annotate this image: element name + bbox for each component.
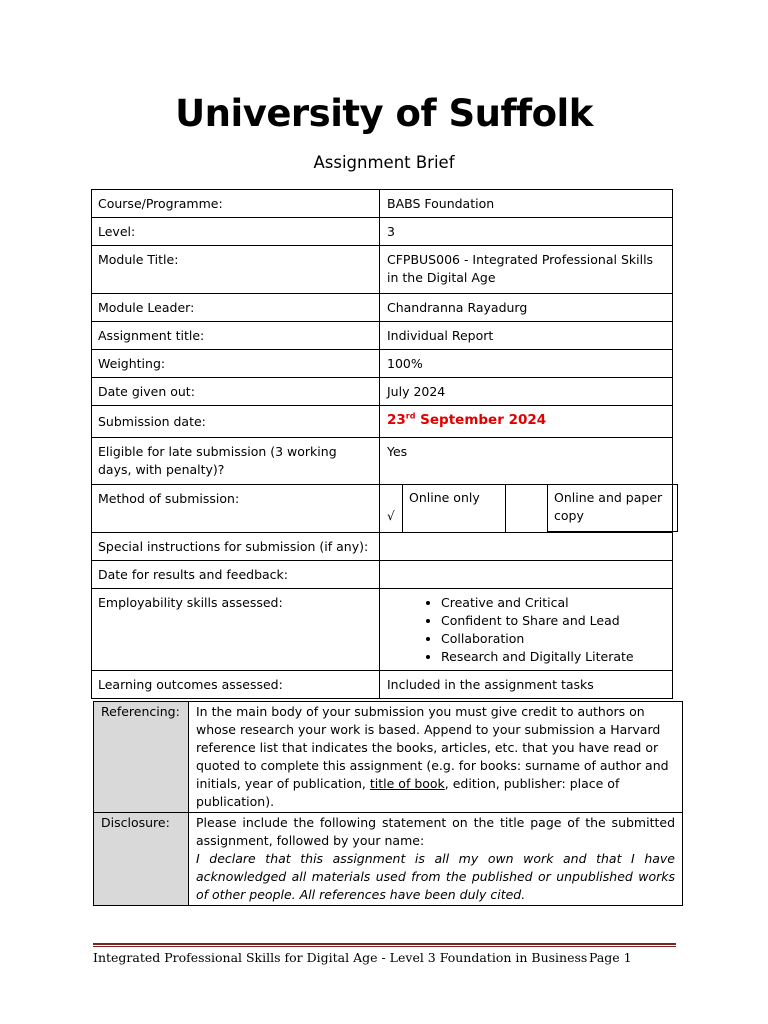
date-given-value: July 2024 [380, 378, 673, 406]
checkmark-icon: √ [387, 509, 395, 523]
list-item: • Confident to Share and Lead [441, 612, 666, 630]
table-row [92, 294, 673, 322]
method-online-only: Online only [402, 485, 505, 532]
module-title-value: CFPBUS006 - Integrated Professional Skills in the Digital Age [380, 246, 673, 294]
late-submission-label: Eligible for late submission (3 working days, with penalty)? [92, 438, 380, 485]
skills-label: Employability skills assessed: [92, 589, 380, 671]
table-row [92, 671, 673, 699]
table-row [94, 702, 683, 813]
referencing-text-a: In the main body of your submission you must give credit to authors on whose research your work is based. Append to your submission a Harvard reference list that indicates the books, articles, etc. that you have read or quoted to complete this assignment (e.g. for books: surname of author and initials, year of publication, [196, 704, 669, 791]
outcomes-label: Learning outcomes assessed: [92, 671, 380, 699]
submission-day: 23 [387, 412, 406, 428]
table-row [92, 561, 673, 589]
special-instructions-label: Special instructions for submission (if any): [92, 533, 380, 561]
referencing-text [189, 702, 683, 813]
level-value: 3 [380, 218, 673, 246]
list-item: • Creative and Critical [441, 594, 666, 612]
disclosure-text [189, 813, 683, 906]
disclosure-label: Disclosure: [94, 813, 189, 906]
table-row [92, 246, 673, 294]
assignment-title-label: Assignment title: [92, 322, 380, 350]
outcomes-value: Included in the assignment tasks [380, 671, 673, 699]
table-row [92, 485, 673, 533]
date-given-label: Date given out: [92, 378, 380, 406]
referencing-label: Referencing: [94, 702, 189, 813]
results-date-label: Date for results and feedback: [92, 561, 380, 589]
level-label: Level: [92, 218, 380, 246]
assignment-title-value: Individual Report [380, 322, 673, 350]
method-check-cell [380, 485, 402, 532]
module-leader-label: Module Leader: [92, 294, 380, 322]
disclosure-instruction: Please include the following statement on the title page of the submitted assignment, followed by your name: [196, 815, 675, 848]
method-options [380, 485, 673, 533]
table-row [92, 533, 673, 561]
method-online-paper: Online and paper copy [547, 484, 678, 532]
submission-date-label: Submission date: [92, 406, 380, 438]
page-title: University of Suffolk [175, 92, 593, 135]
referencing-title-of-book: title of book [369, 776, 445, 791]
page-footer [93, 950, 693, 965]
disclosure-statement: I declare that this assignment is all my own work and that I have acknowledged all materials used from the published or unpublished works of other people. All references have been duly cited. [196, 851, 675, 902]
special-instructions-value [380, 533, 673, 561]
weighting-value: 100% [380, 350, 673, 378]
course-value: BABS Foundation [380, 190, 673, 218]
weighting-label: Weighting: [92, 350, 380, 378]
referencing-text-b: , edition, publisher: place of publication). [196, 776, 620, 809]
list-item: • Research and Digitally Literate [441, 648, 666, 666]
table-row [92, 190, 673, 218]
table-row [92, 378, 673, 406]
skills-list [387, 594, 666, 666]
table-row [92, 350, 673, 378]
submission-rest: September 2024 [415, 412, 547, 428]
method-blank-cell [505, 485, 547, 532]
list-item: • Collaboration [441, 630, 666, 648]
skills-value [380, 589, 673, 671]
table-row [92, 406, 673, 438]
results-date-value [380, 561, 673, 589]
table-row [92, 218, 673, 246]
table-row [92, 322, 673, 350]
table-row [92, 438, 673, 485]
page-subtitle: Assignment Brief [313, 153, 455, 172]
course-label: Course/Programme: [92, 190, 380, 218]
table-row [94, 813, 683, 906]
module-title-label: Module Title: [92, 246, 380, 294]
submission-date-value [380, 406, 673, 438]
table-row [92, 589, 673, 671]
referencing-disclosure-table [93, 701, 683, 906]
module-leader-value: Chandranna Rayadurg [380, 294, 673, 322]
footer-divider-thin [93, 946, 676, 947]
submission-suffix: rd [405, 411, 416, 421]
assignment-brief-table [91, 189, 673, 699]
footer-divider [93, 943, 676, 945]
late-submission-value: Yes [380, 438, 673, 485]
footer-text: Integrated Professional Skills for Digital Age - Level 3 Foundation in Business [93, 950, 588, 965]
page-number: Page 1 [589, 950, 632, 965]
method-label: Method of submission: [92, 485, 380, 533]
